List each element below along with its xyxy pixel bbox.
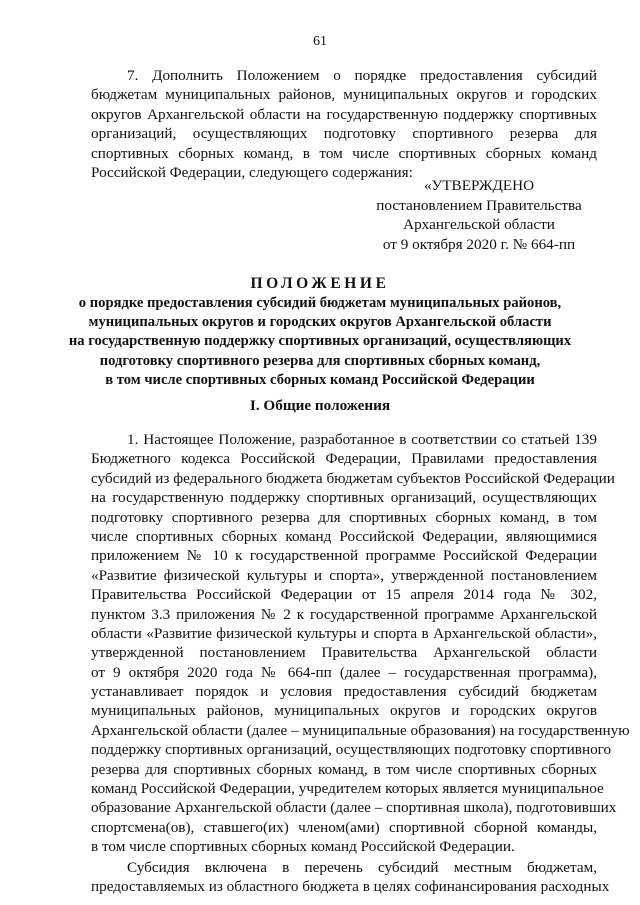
paragraph-line: пунктом 3.3 приложения № 2 к государственной программе Архангельской — [91, 605, 597, 623]
paragraph-line: предоставляемых из областного бюджета в целях софинансирования расходных — [91, 878, 610, 896]
paragraph-1 — [91, 430, 630, 857]
paragraph-line: в том числе спортивных сборных команд Российской Федерации. — [91, 838, 515, 856]
paragraph-line: «Развитие физической культуры и спорта», утвержденной постановлением — [91, 566, 597, 584]
paragraph-line: муниципальных районов, муниципальных округов и городских округов — [91, 702, 597, 720]
paragraph-line: от 9 октября 2020 года № 664-пп (далее – государственная программа), — [91, 663, 597, 681]
subtitle-line: о порядке предоставления субсидий бюджетам муниципальных районов, — [78, 295, 562, 311]
intro-line: 7. Дополнить Положением о порядке предоставления субсидий — [127, 67, 597, 84]
paragraph-line: резерва для спортивных сборных команд, в том числе спортивных сборных — [91, 760, 597, 778]
document-subtitle — [60, 294, 580, 390]
intro-line: спортивных сборных команд, в том числе спортивных сборных команд — [91, 144, 597, 162]
intro-line: организаций, осуществляющих подготовку спортивного резерва для — [91, 125, 597, 143]
subtitle-line: подготовку спортивного резерва для спортивных сборных команд, — [99, 352, 541, 369]
paragraph-line: спортсмена(ов), ставшего(их) членом(ами) спортивной сборной команды, — [91, 818, 597, 836]
paragraph-line: приложением № 10 к государственной программе Российской Федерации — [91, 547, 597, 565]
paragraph-line: поддержку спортивных организаций, осуществляющих подготовку спортивного — [91, 741, 612, 759]
page-number: 61 — [313, 34, 327, 49]
approval-line: от 9 октября 2020 г. № 664-пп — [382, 235, 576, 253]
subtitle-line: на государственную поддержку спортивных организаций, осуществляющих — [68, 333, 572, 350]
subtitle-line: в том числе спортивных сборных команд Российской Федерации — [105, 371, 535, 388]
paragraph-line: команд Российской Федерации, учредителем которых является муниципальное — [91, 780, 604, 798]
approval-line: постановлением Правительства — [376, 196, 582, 214]
paragraph-line: утвержденной постановлением Правительства Архангельской области — [91, 644, 597, 662]
subtitle-line: муниципальных округов и городских округов Архангельской области — [88, 314, 552, 331]
paragraph-line: на государственную поддержку спортивных организаций, осуществляющих — [91, 489, 597, 507]
paragraph-line: 1. Настоящее Положение, разработанное в соответствии со статьей 139 — [127, 431, 597, 448]
paragraph-line: Архангельской области (далее – муниципальные образования) на государственную — [91, 721, 630, 739]
section-heading: I. Общие положения — [249, 397, 391, 414]
paragraph-line: числе спортивных сборных команд Российской Федерации, являющимися — [91, 527, 597, 545]
paragraph-line: Бюджетного кодекса Российской Федерации, Правилами предоставления — [91, 450, 597, 468]
paragraph-line: образование Архангельской области (далее – спортивная школа), подготовивших — [91, 799, 617, 817]
paragraph-line: субсидий из федерального бюджета бюджетам субъектов Российской Федерации — [91, 469, 615, 487]
paragraph-2 — [91, 858, 610, 897]
document-title: ПОЛОЖЕНИЕ — [250, 275, 390, 292]
paragraph-line: области «Развитие физической культуры и спорта в Архангельской области», — [91, 624, 597, 642]
paragraph-line: устанавливает порядок и условия предоставления субсидий бюджетам — [91, 683, 597, 701]
approval-line: «УТВЕРЖДЕНО — [423, 177, 535, 194]
paragraph-line: подготовку спортивного резерва для спортивных сборных команд, в том — [91, 508, 597, 526]
paragraph-line: Субсидия включена в перечень субсидий местным бюджетам, — [127, 859, 597, 876]
approval-line: Архангельской области — [403, 216, 555, 234]
intro-line: Российской Федерации, следующего содержания: — [91, 163, 413, 181]
intro-paragraph — [91, 66, 597, 182]
paragraph-line: Правительства Российской Федерации от 15 апреля 2014 года № 302, — [91, 586, 597, 604]
intro-line: округов Архангельской области на государственную поддержку спортивных — [91, 105, 597, 123]
intro-line: бюджетам муниципальных районов, муниципальных округов и городских — [91, 86, 597, 104]
approval-stamp — [360, 176, 598, 254]
